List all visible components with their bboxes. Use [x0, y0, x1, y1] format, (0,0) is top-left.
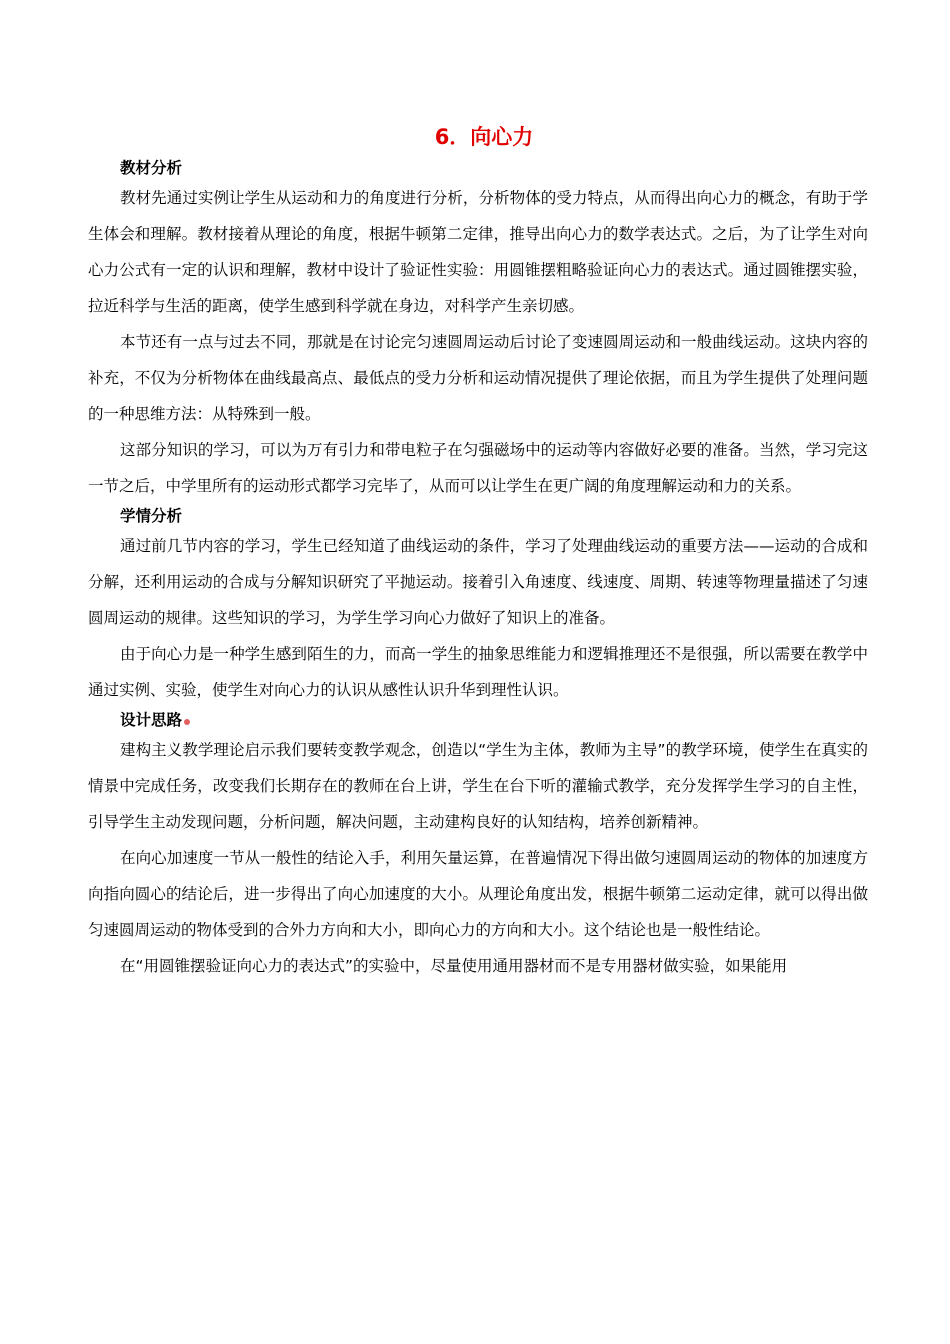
paragraph: 在向心加速度一节从一般性的结论入手，利用矢量运算，在普遍情况下得出做匀速圆周运动的物体的加速度方向指向圆心的结论后，进一步得出了向心加速度的大小。从理论角度出发，根据牛顿第二运动定律，就可以得出做匀速圆周运动的物体受到的合外力方向和大小，即向心力的方向和大小。这个结论也是一般性结论。 — [88, 849, 868, 939]
paragraph: 教材先通过实例让学生从运动和力的角度进行分析，分析物体的受力特点，从而得出向心力的概念，有助于学生体会和理解。教材接着从理论的角度，根据牛顿第二定律，推导出向心力的数学表达式。之后，为了让学生对向心力公式有一定的认识和理解，教材中设计了验证性实验：用圆锥摆粗略验证向心力的表达式。通过圆锥摆实验，拉近科学与生活的距离，使学生感到科学就在身边，对科学产生亲切感。 — [88, 189, 868, 315]
section-heading: 教材分析 — [120, 159, 183, 177]
paragraph: 通过前几节内容的学习，学生已经知道了曲线运动的条件，学习了处理曲线运动的重要方法——运动的合成和分解，还利用运动的合成与分解知识研究了平抛运动。接着引入角速度、线速度、周期、转速等物理量描述了匀速圆周运动的规律。这些知识的学习，为学生学习向心力做好了知识上的准备。 — [88, 537, 868, 627]
section-heading: 学情分析 — [120, 507, 183, 525]
page-title: 6．向心力 — [434, 125, 534, 149]
paragraph: 建构主义教学理论启示我们要转变教学观念，创造以“学生为主体，教师为主导”的教学环境，使学生在真实的情景中完成任务，改变我们长期存在的教师在台上讲，学生在台下听的灌输式教学，充分发挥学生学习的自主性，引导学生主动发现问题，分析问题，解决问题，主动建构良好的认知结构，培养创新精神。 — [88, 741, 868, 831]
section-heading — [88, 708, 868, 732]
section-student-analysis — [88, 504, 868, 708]
section-design-idea — [88, 708, 868, 984]
paragraph: 本节还有一点与过去不同，那就是在讨论完匀速圆周运动后讨论了变速圆周运动和一般曲线运动。这块内容的补充，不仅为分析物体在曲线最高点、最低点的受力分析和运动情况提供了理论依据，而且为学生提供了处理问题的一种思维方法：从特殊到一般。 — [88, 333, 868, 423]
paragraph: 在“用圆锥摆验证向心力的表达式”的实验中，尽量使用通用器材而不是专用器材做实验，如果能用 — [120, 957, 788, 975]
section-heading-text: 设计思路 — [120, 711, 183, 729]
section-textbook-analysis — [88, 156, 868, 504]
paragraph: 由于向心力是一种学生感到陌生的力，而高一学生的抽象思维能力和逻辑推理还不是很强，所以需要在教学中通过实例、实验，使学生对向心力的认识从感性认识升华到理性认识。 — [88, 645, 868, 699]
document-page — [88, 118, 868, 984]
paragraph: 这部分知识的学习，可以为万有引力和带电粒子在匀强磁场中的运动等内容做好必要的准备。当然，学习完这一节之后，中学里所有的运动形式都学习完毕了，从而可以让学生在更广阔的角度理解运动和力的关系。 — [88, 441, 868, 495]
annotation-mark-icon — [184, 719, 190, 725]
